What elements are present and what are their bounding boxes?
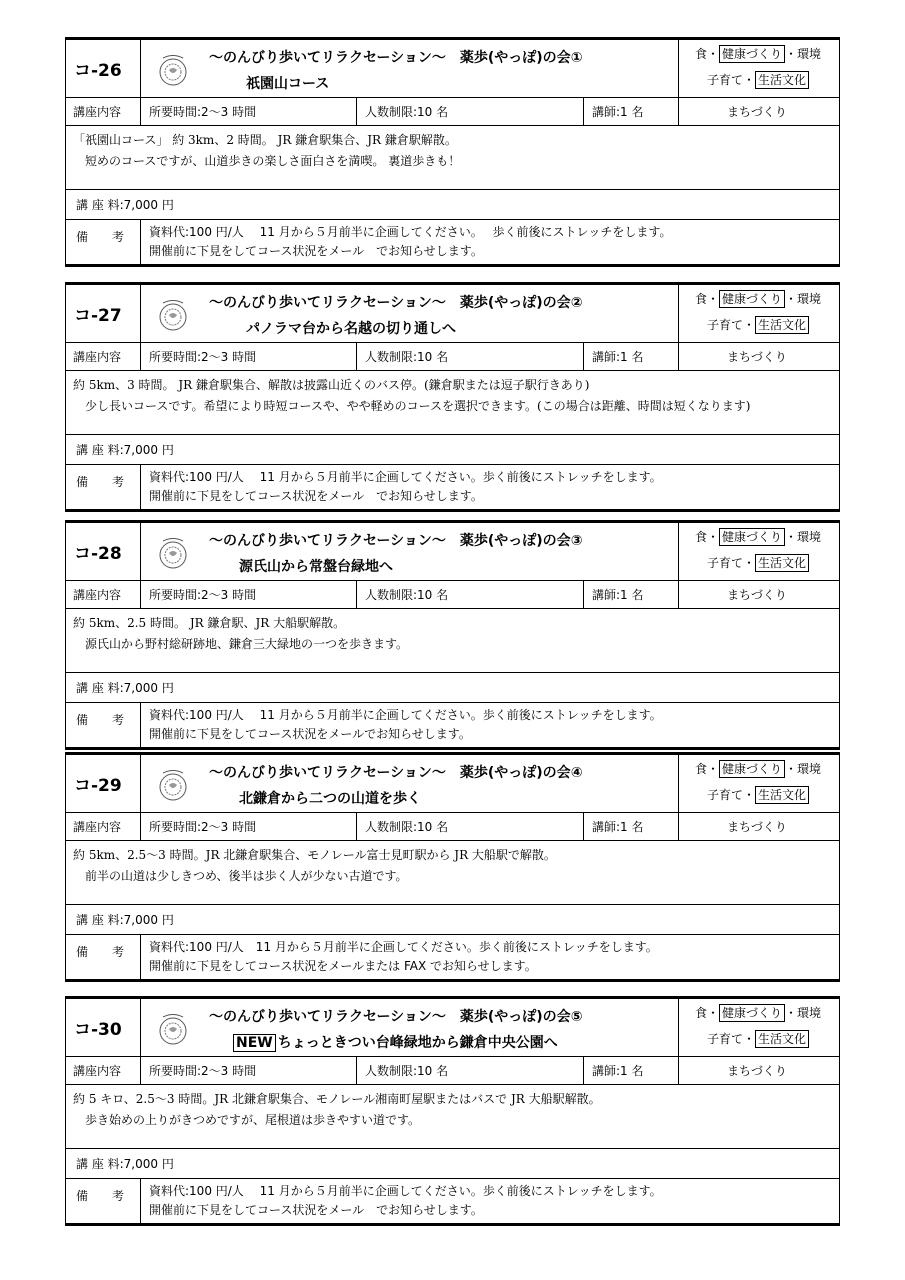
course-subtitle: パノラマ台から名越の切り通しへ bbox=[246, 321, 456, 337]
course-title: ～のんびり歩いてリラクセーション～ 薬歩(やっぽ)の会① bbox=[209, 50, 583, 66]
course-code: コ-30 bbox=[66, 999, 141, 1056]
yappo-logo-icon bbox=[155, 1011, 191, 1047]
category-health-tag: 健康づくり bbox=[719, 760, 785, 778]
category-health-tag: 健康づくり bbox=[719, 528, 785, 546]
category-health-tag: 健康づくり bbox=[719, 45, 785, 63]
category-life-tag: 生活文化 bbox=[755, 554, 809, 572]
yappo-logo-icon bbox=[155, 535, 191, 571]
lecturer: 講師:1 名 bbox=[584, 581, 679, 608]
course-code: コ-27 bbox=[66, 285, 141, 342]
category-health-tag: 健康づくり bbox=[719, 290, 785, 308]
course-description: 約 5km、2.5 時間。 JR 鎌倉駅、JR 大船駅解散。 源氏山から野村総研跡地、鎌倉三大緑地の一つを歩きます。 bbox=[66, 609, 839, 673]
course-card bbox=[65, 282, 840, 512]
category-box: 食・ 健康づくり ・環境 子育て・ 生活文化 まちづくり bbox=[695, 292, 822, 364]
duration: 所要時間:2〜3 時間 bbox=[141, 343, 357, 370]
course-description: 約 5 キロ、2.5〜3 時間。JR 北鎌倉駅集合、モノレール湘南町屋駅またはバスで JR 大船駅解散。 歩き始めの上りがきつめですが、尾根道は歩きやすい道です。 bbox=[66, 1085, 839, 1149]
yappo-logo-icon bbox=[155, 767, 191, 803]
category-box: 食・ 健康づくり ・環境 子育て・ 生活文化 まちづくり bbox=[695, 47, 822, 119]
course-card bbox=[65, 996, 840, 1226]
course-code: コ-28 bbox=[66, 523, 141, 580]
lecturer: 講師:1 名 bbox=[584, 1057, 679, 1084]
course-title: ～のんびり歩いてリラクセーション～ 薬歩(やっぽ)の会③ bbox=[209, 533, 583, 549]
duration: 所要時間:2〜3 時間 bbox=[141, 581, 357, 608]
capacity: 人数制限:10 名 bbox=[357, 581, 584, 608]
course-title: ～のんびり歩いてリラクセーション～ 薬歩(やっぽ)の会② bbox=[209, 295, 583, 311]
category-life-tag: 生活文化 bbox=[755, 1030, 809, 1048]
course-subtitle: 源氏山から常盤台緑地へ bbox=[239, 559, 393, 575]
course-title: ～のんびり歩いてリラクセーション～ 薬歩(やっぽ)の会⑤ bbox=[209, 1009, 583, 1025]
course-title: ～のんびり歩いてリラクセーション～ 薬歩(やっぽ)の会④ bbox=[209, 765, 583, 781]
note-label: 備 考 bbox=[66, 1179, 141, 1223]
course-code: コ-26 bbox=[66, 40, 141, 97]
lecturer: 講師:1 名 bbox=[584, 813, 679, 840]
course-card bbox=[65, 37, 840, 267]
category-box: 食・ 健康づくり ・環境 子育て・ 生活文化 まちづくり bbox=[695, 1006, 822, 1078]
duration: 所要時間:2〜3 時間 bbox=[141, 1057, 357, 1084]
duration: 所要時間:2〜3 時間 bbox=[141, 813, 357, 840]
content-label: 講座内容 bbox=[66, 98, 141, 125]
course-card bbox=[65, 752, 840, 982]
course-subtitle: 祇園山コース bbox=[246, 76, 330, 92]
course-note: 備 考 資料代:100 円/人 11 月から５月前半に企画してください。 歩く前後にストレッチをします。 開催前に下見をしてコース状況をメール でお知らせします。 bbox=[66, 220, 839, 264]
category-box: 食・ 健康づくり ・環境 子育て・ 生活文化 まちづくり bbox=[695, 762, 822, 834]
capacity: 人数制限:10 名 bbox=[357, 98, 584, 125]
yappo-logo-icon bbox=[155, 52, 191, 88]
lecturer: 講師:1 名 bbox=[584, 343, 679, 370]
course-fee: 講 座 料:7,000 円 bbox=[66, 905, 839, 935]
course-title-box bbox=[141, 40, 679, 97]
note-label: 備 考 bbox=[66, 703, 141, 747]
capacity: 人数制限:10 名 bbox=[357, 813, 584, 840]
capacity: 人数制限:10 名 bbox=[357, 343, 584, 370]
course-description: 約 5km、3 時間。 JR 鎌倉駅集合、解散は披露山近くのバス停。(鎌倉駅または逗子駅行きあり) 少し長いコースです。希望により時短コースや、やや軽めのコースを選択できます。(この場合は距離、時間は短くなります) bbox=[66, 371, 839, 435]
capacity: 人数制限:10 名 bbox=[357, 1057, 584, 1084]
course-code: コ-29 bbox=[66, 755, 141, 812]
course-title-box bbox=[141, 999, 679, 1056]
course-note: 備 考 資料代:100 円/人 11 月から５月前半に企画してください。歩く前後にストレッチをします。 開催前に下見をしてコース状況をメール でお知らせします。 bbox=[66, 1179, 839, 1223]
note-label: 備 考 bbox=[66, 465, 141, 509]
course-card bbox=[65, 520, 840, 750]
duration: 所要時間:2〜3 時間 bbox=[141, 98, 357, 125]
course-title-box bbox=[141, 285, 679, 342]
course-note: 備 考 資料代:100 円/人 11 月から５月前半に企画してください。歩く前後にストレッチをします。 開催前に下見をしてコース状況をメールまたは FAX でお知らせします。 bbox=[66, 935, 839, 979]
note-label: 備 考 bbox=[66, 935, 141, 979]
content-label: 講座内容 bbox=[66, 813, 141, 840]
note-label: 備 考 bbox=[66, 220, 141, 264]
course-fee: 講 座 料:7,000 円 bbox=[66, 435, 839, 465]
content-label: 講座内容 bbox=[66, 343, 141, 370]
course-note: 備 考 資料代:100 円/人 11 月から５月前半に企画してください。歩く前後にストレッチをします。 開催前に下見をしてコース状況をメール でお知らせします。 bbox=[66, 465, 839, 509]
category-life-tag: 生活文化 bbox=[755, 71, 809, 89]
course-note: 備 考 資料代:100 円/人 11 月から５月前半に企画してください。歩く前後にストレッチをします。 開催前に下見をしてコース状況をメールでお知らせします。 bbox=[66, 703, 839, 747]
lecturer: 講師:1 名 bbox=[584, 98, 679, 125]
course-fee: 講 座 料:7,000 円 bbox=[66, 673, 839, 703]
category-life-tag: 生活文化 bbox=[755, 316, 809, 334]
category-life-tag: 生活文化 bbox=[755, 786, 809, 804]
course-subtitle: 北鎌倉から二つの山道を歩く bbox=[239, 791, 421, 807]
content-label: 講座内容 bbox=[66, 1057, 141, 1084]
course-description: 約 5km、2.5〜3 時間。JR 北鎌倉駅集合、モノレール富士見町駅から JR 大船駅で解散。 前半の山道は少しきつめ、後半は歩く人が少ない古道です。 bbox=[66, 841, 839, 905]
course-fee: 講 座 料:7,000 円 bbox=[66, 1149, 839, 1179]
content-label: 講座内容 bbox=[66, 581, 141, 608]
category-health-tag: 健康づくり bbox=[719, 1004, 785, 1022]
yappo-logo-icon bbox=[155, 297, 191, 333]
course-title-box bbox=[141, 755, 679, 812]
new-badge: NEW bbox=[233, 1034, 276, 1052]
course-title-box bbox=[141, 523, 679, 580]
course-subtitle: NEW ちょっときつい台峰緑地から鎌倉中央公園へ bbox=[233, 1032, 558, 1052]
category-box: 食・ 健康づくり ・環境 子育て・ 生活文化 まちづくり bbox=[695, 530, 822, 602]
course-description: 「祇園山コース」 約 3km、2 時間。 JR 鎌倉駅集合、JR 鎌倉駅解散。 短めのコースですが、山道歩きの楽しさ面白さを満喫。 裏道歩きも！ bbox=[66, 126, 839, 190]
course-fee: 講 座 料:7,000 円 bbox=[66, 190, 839, 220]
